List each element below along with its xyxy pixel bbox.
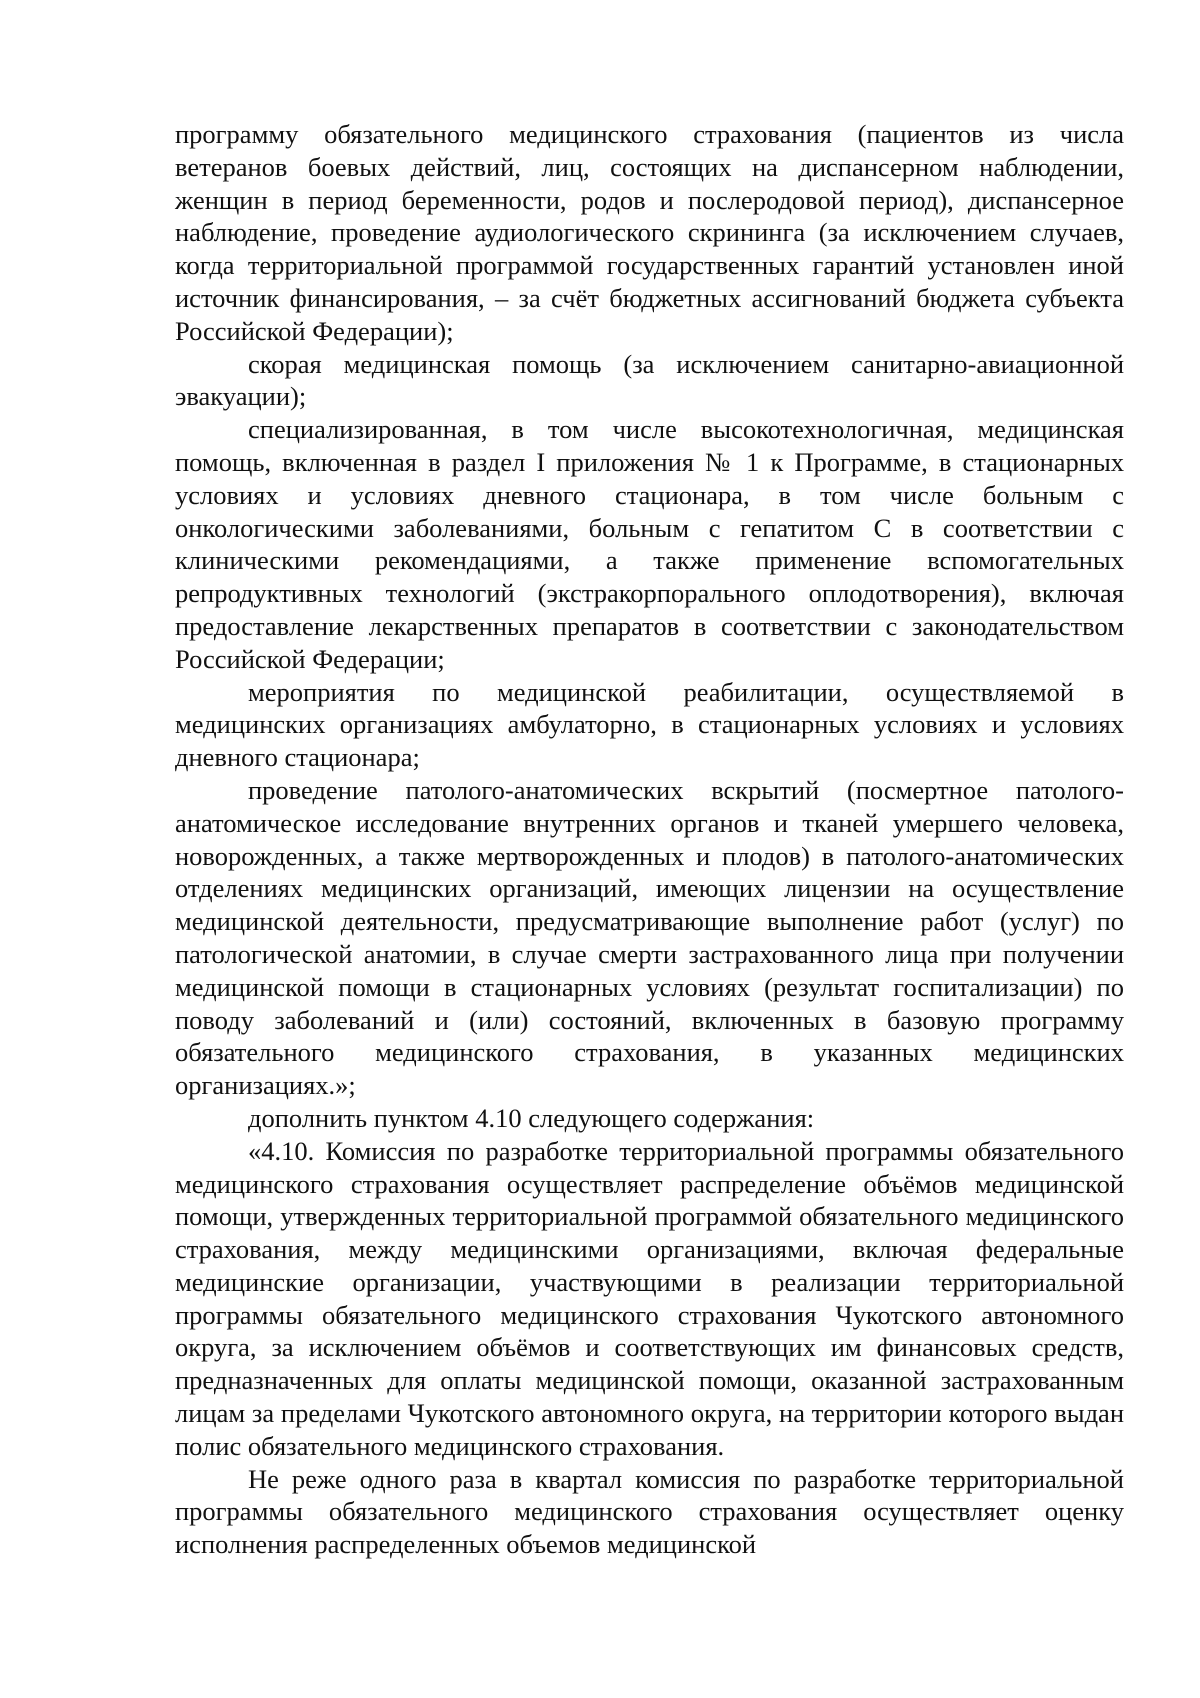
paragraph-1: программу обязательного медицинского страхования (пациентов из числа ветеранов боевых действий, лиц, состоящих на диспансерном наблюдении, женщин в период беременности, родов и послеродовой период), диспансерное наблюдение, проведение аудиологического скрининга (за исключением случаев, когда территориальной программой государственных гарантий установлен иной источник финансирования, – за счёт бюджетных ассигнований бюджета субъекта Российской Федерации); (175, 119, 1124, 346)
paragraph-4: мероприятия по медицинской реабилитации, осуществляемой в медицинских организациях амбулаторно, в стационарных условиях и условиях дневного стационара; (175, 676, 1124, 773)
document-page (175, 118, 1124, 1561)
paragraph-8: Не реже одного раза в квартал комиссия по разработке территориальной программы обязательного медицинского страхования осуществляет оценку исполнения распределенных объемов медицинской (175, 1463, 1124, 1560)
paragraph-3: специализированная, в том числе высокотехнологичная, медицинская помощь, включенная в раздел I приложения № 1 к Программе, в стационарных условиях и условиях дневного стационара, в том числе больным с онкологическими заболеваниями, больным с гепатитом С в соответствии с клиническими рекомендациями, а также применение вспомогательных репродуктивных технологий (экстракорпорального оплодотворения), включая предоставление лекарственных препаратов в соответствии с законодательством Российской Федерации; (175, 414, 1124, 674)
paragraph-2: скорая медицинская помощь (за исключением санитарно-авиационной эвакуации); (175, 348, 1124, 412)
paragraph-7: «4.10. Комиссия по разработке территориальной программы обязательного медицинского страхования осуществляет распределение объёмов медицинской помощи, утвержденных территориальной программой обязательного медицинского страхования, между медицинскими организациями, включая федеральные медицинские организации, участвующими в реализации территориальной программы обязательного медицинского страхования Чукотского автономного округа, за исключением объёмов и соответствующих им финансовых средств, предназначенных для оплаты медицинской помощи, оказанной застрахованным лицам за пределами Чукотского автономного округа, на территории которого выдан полис обязательного медицинского страхования. (175, 1135, 1124, 1461)
paragraph-6: дополнить пунктом 4.10 следующего содержания: (248, 1102, 815, 1133)
paragraph-5: проведение патолого-анатомических вскрытий (посмертное патолого-анатомическое исследование внутренних органов и тканей умершего человека, новорожденных, а также мертворожденных и плодов) в патолого-анатомических отделениях медицинских организаций, имеющих лицензии на осуществление медицинской деятельности, предусматривающие выполнение работ (услуг) по патологической анатомии, в случае смерти застрахованного лица при получении медицинской помощи в стационарных условиях (результат госпитализации) по поводу заболеваний и (или) состояний, включенных в базовую программу обязательного медицинского страхования, в указанных медицинских организациях.»; (175, 774, 1124, 1101)
